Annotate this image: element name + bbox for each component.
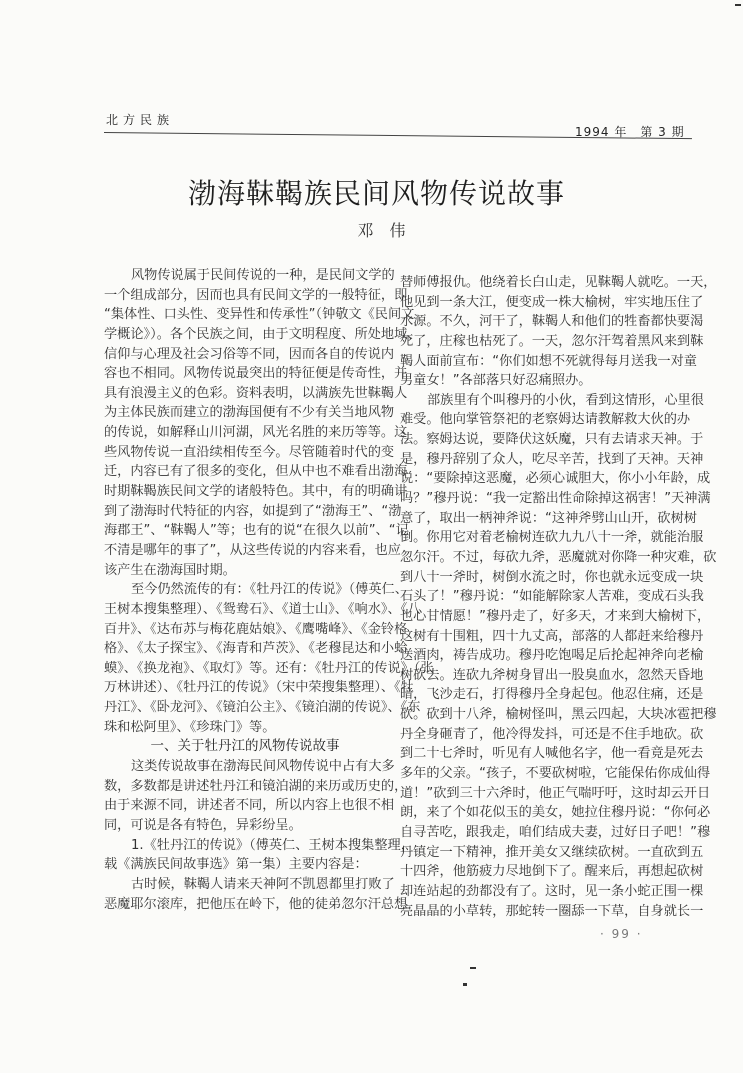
paragraph-line: 些风物传说一直沿续相传至今。尽管随着时代的变 xyxy=(104,444,395,460)
continued-paragraph-line: 男童女！”各部落只好忍痛照办。 xyxy=(400,373,592,389)
paragraph-line: 吗？”穆丹说：“我一定豁出性命除掉这祸害！”天神满 xyxy=(400,491,711,507)
paragraph-line: 古时候，靺鞨人请来天神阿不凯恩都里打败了 xyxy=(131,876,395,892)
paragraph-line: 法。察姆达说，要降伏这妖魔，只有去请求天神。于 xyxy=(400,432,704,448)
paragraph-line: 亮晶晶的小草转，那蛇转一圈舔一下草，自身就长一 xyxy=(400,903,704,919)
scan-speck xyxy=(735,4,741,6)
paragraph-line: 砍。砍到十八斧，榆树怪叫，黑云四起，大块冰雹把穆 xyxy=(400,707,717,723)
journal-name: 北方民族 xyxy=(106,113,175,127)
paragraph-line: 忽尔汗。不过，每砍九斧，恶魔就对你降一种灾难，砍 xyxy=(400,549,717,565)
paragraph-line: 这类传说故事在渤海民间风物传说中占有大多 xyxy=(131,759,395,775)
paragraph-line: 海郡王”、“靺鞨人”等；也有的说“在很久以前”、“记 xyxy=(104,523,409,539)
paragraph-line: 意了，取出一柄神斧说：“这神斧劈山山开，砍树树 xyxy=(400,510,697,526)
paragraph-line: 1.《牡丹江的传说》（傅英仁、王树本搜集整理， xyxy=(131,837,414,853)
paragraph-line: 丹全身砸青了，他冷得发抖，可还是不住手地砍。砍 xyxy=(400,726,704,742)
paragraph-line: 风物传说属于民间传说的一种，是民间文学的 xyxy=(131,268,395,283)
paragraph-line: 不清是哪年的事了”，从这些传说的内容来看，也应 xyxy=(104,542,401,558)
paragraph-line: 的传说，如解释山川河湖，风光名胜的来历等等。这 xyxy=(104,425,408,441)
paragraph-line: 也心甘情愿！”穆丹走了，好多天，才来到大榆树下， xyxy=(400,608,711,624)
paragraph-line: 载《满族民间故事选》第一集）主要内容是： xyxy=(104,857,368,873)
section-heading: 一、关于牡丹江的风物传说故事 xyxy=(150,738,340,755)
paragraph-line: 自寻苦吃，跟我走，咱们结成夫妻，过好日子吧！”穆 xyxy=(400,824,711,840)
continued-paragraph-line: 水源。不久，河干了，靺鞨人和他们的牲畜都快要渴 xyxy=(400,314,704,330)
paragraph-line: 朗，来了个如花似玉的美女，她拉住穆丹说：“你何必 xyxy=(400,805,711,821)
paragraph-line: 万林讲述）、《牡丹江的传说》（宋中荣搜集整理）、《牡 xyxy=(104,680,414,696)
paragraph-line: 具有浪漫主义的色彩。资料表明，以满族先世靺鞨人 xyxy=(104,385,408,401)
left-column xyxy=(104,266,434,914)
paragraph-line: 十四斧，他筋疲力尽地倒下了。醒来后，再想起砍树 xyxy=(400,864,704,880)
paragraph-line: 丹江》、《卧龙河》、《镜泊公主》、《镜泊湖的传说》、《东 xyxy=(104,700,421,716)
scan-speck xyxy=(463,983,467,986)
paragraph-line: 是，穆丹辞别了众人，吃尽辛苦，找到了天神。天神 xyxy=(400,451,704,467)
continued-paragraph-line: 替师傅报仇。他绕着长白山走，见靺鞨人就吃。一天， xyxy=(400,275,717,290)
scan-speck xyxy=(470,967,476,969)
paragraph-line: 到二十七斧时，听见有人喊他名字，他一看竟是死去 xyxy=(400,746,704,762)
paragraph-line: 这树有十围粗，四十九丈高，部落的人都赶来给穆丹 xyxy=(400,628,704,644)
paragraph-line: 石头了！”穆丹说：“如能解除家人苦难，变成石头我 xyxy=(400,589,704,605)
paragraph-line: 时期靺鞨族民间文学的诸般特色。其中，有的明确讲 xyxy=(104,484,408,500)
paragraph-line: 道！”砍到三十六斧时，他正气喘吁吁，这时却云开日 xyxy=(400,785,711,801)
paragraph-line: 为主体民族而建立的渤海国便有不少有关当地风物 xyxy=(104,405,395,421)
issue-label: 1994 年 第 3 期 xyxy=(575,125,685,139)
paragraph-line: 数，多数都是讲述牡丹江和镜泊湖的来历或历史的， xyxy=(104,778,408,794)
paragraph-line: 送酒肉，祷告成功。穆丹吃饱喝足后抡起神斧向老榆 xyxy=(400,648,704,664)
paragraph-line: 部族里有个叫穆丹的小伙，看到这情形，心里很 xyxy=(427,392,704,408)
right-column xyxy=(400,273,717,921)
paragraph-line: 一个组成部分，因而也具有民间文学的一般特征，即 xyxy=(104,287,408,303)
paragraph-line: 蟆》、《换龙袍》、《取灯》等。还有：《牡丹江的传说》（张 xyxy=(104,660,434,676)
paragraph-line: 同，可说是各有特色，异彩纷呈。 xyxy=(104,817,302,833)
paragraph-line: 却连站起的劲都没有了。这时，见一条小蛇正围一棵 xyxy=(400,883,704,899)
paragraph-line: 倒。你用它对着老榆树连砍九九八十一斧，就能治服 xyxy=(400,530,704,546)
page-number: · 99 · xyxy=(600,927,643,941)
paragraph-line: 到了渤海时代特征的内容，如提到了“渤海王”、“渤 xyxy=(104,503,402,519)
article-title: 渤海靺鞨族民间风物传说故事 xyxy=(187,177,565,210)
continued-paragraph-line: 鞨人面前宣布：“你们如想不死就得每月送我一对童 xyxy=(400,353,697,369)
paragraph-line: 丹镇定一下精神，推开美女又继续砍树。一直砍到五 xyxy=(400,844,704,860)
paragraph-line: 至今仍然流传的有：《牡丹江的传说》（傅英仁、 xyxy=(131,582,408,598)
paragraph-line: 多年的父亲。“孩子，不要砍树啦，它能保佑你成仙得 xyxy=(400,766,711,782)
paragraph-line: 该产生在渤海国时期。 xyxy=(104,562,236,578)
paragraph-line: 树砍去。连砍九斧树身冒出一股臭血水，忽然天昏地 xyxy=(400,667,704,683)
paragraph-line: 容也不相同。风物传说最突出的特征便是传奇性，并 xyxy=(104,366,408,382)
paragraph-line: 珠和松阿里》、《珍珠门》等。 xyxy=(104,719,276,735)
paragraph-line: 由于来源不同，讲述者不同，所以内容上也很不相 xyxy=(104,798,395,814)
paragraph-line: 信仰与心理及社会习俗等不同，因而各自的传说内 xyxy=(104,346,395,362)
paragraph-line: 到八十一斧时，树倒水流之时，你也就永远变成一块 xyxy=(400,569,704,585)
paragraph-line: 恶魔耶尔滚库，把他压在岭下，他的徒弟忽尔汗总想 xyxy=(104,896,408,912)
continued-paragraph-line: 死了，庄稼也枯死了。一天，忽尔汗驾着黑风来到靺 xyxy=(400,333,704,349)
paragraph-line: 暗，飞沙走石，打得穆丹全身起包。他忍住痛，还是 xyxy=(400,687,704,703)
paragraph-line: 格》、《太子探宝》、《海青和芦茨》、《老穆昆达和小蛤 xyxy=(104,641,408,657)
paragraph-line: 难受。他向掌管祭祀的老察姆达请教解救大伙的办 xyxy=(400,412,691,428)
paragraph-line: “集体性、口头性、变异性和传承性”（钟敬文《民间文 xyxy=(104,307,415,323)
article-author: 邓 伟 xyxy=(357,221,406,240)
paragraph-line: 百井》、《达布苏与梅花鹿姑娘》、《鹰嘴峰》、《金铃格 xyxy=(104,621,408,637)
paragraph-line: 王树本搜集整理）、《鸳鸯石》、《道士山》、《响水》、《八 xyxy=(104,601,421,617)
continued-paragraph-line: 他见到一条大江，便变成一株大榆树，牢实地压住了 xyxy=(400,294,704,310)
paragraph-line: 学概论》）。各个民族之间，由于文明程度、所处地域、 xyxy=(104,326,421,342)
paragraph-line: 说：“要除掉这恶魔，必须心诚胆大，你小小年龄，成 xyxy=(400,471,711,487)
paragraph-line: 迁，内容已有了很多的变化，但从中也不难看出渤海 xyxy=(104,464,408,480)
